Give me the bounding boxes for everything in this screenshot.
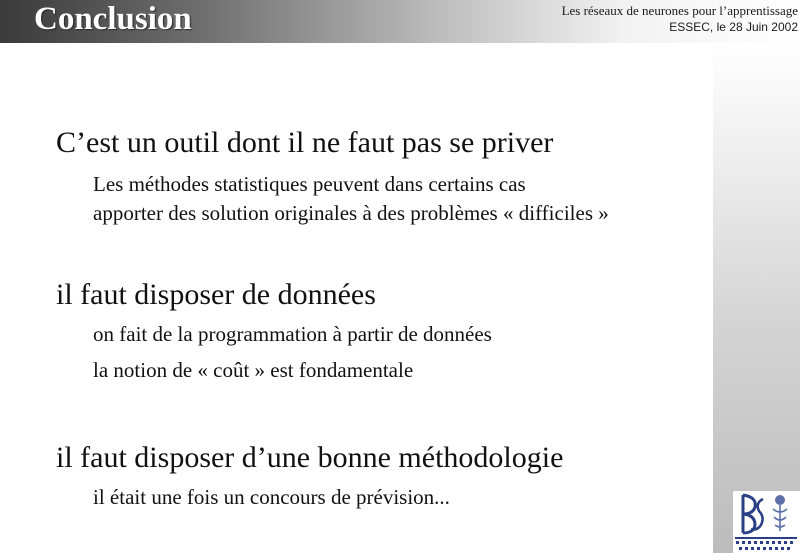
point-sub-2b: la notion de « coût » est fondamentale	[93, 358, 414, 382]
point-heading-2: il faut disposer de données	[56, 278, 376, 311]
point-sub-3a: il était une fois un concours de prévision...	[93, 485, 450, 509]
slide-header	[0, 0, 800, 43]
point-sub-1b: apporter des solution originales à des problèmes « difficiles »	[93, 201, 609, 225]
point-heading-1: C’est un outil dont il ne faut pas se priver	[56, 126, 554, 159]
institution-logo	[733, 491, 800, 553]
point-sub-1a: Les méthodes statistiques peuvent dans certains cas	[93, 172, 526, 196]
slide-title: Conclusion	[34, 1, 192, 37]
course-title: Les réseaux de neurones pour l’apprentissage	[561, 3, 798, 18]
logo-icon	[733, 491, 800, 553]
side-gradient-bar	[713, 43, 800, 553]
point-heading-3: il faut disposer d’une bonne méthodologie	[56, 441, 564, 474]
event-date: ESSEC, le 28 Juin 2002	[669, 20, 798, 34]
point-sub-2a: on fait de la programmation à partir de données	[93, 322, 492, 346]
